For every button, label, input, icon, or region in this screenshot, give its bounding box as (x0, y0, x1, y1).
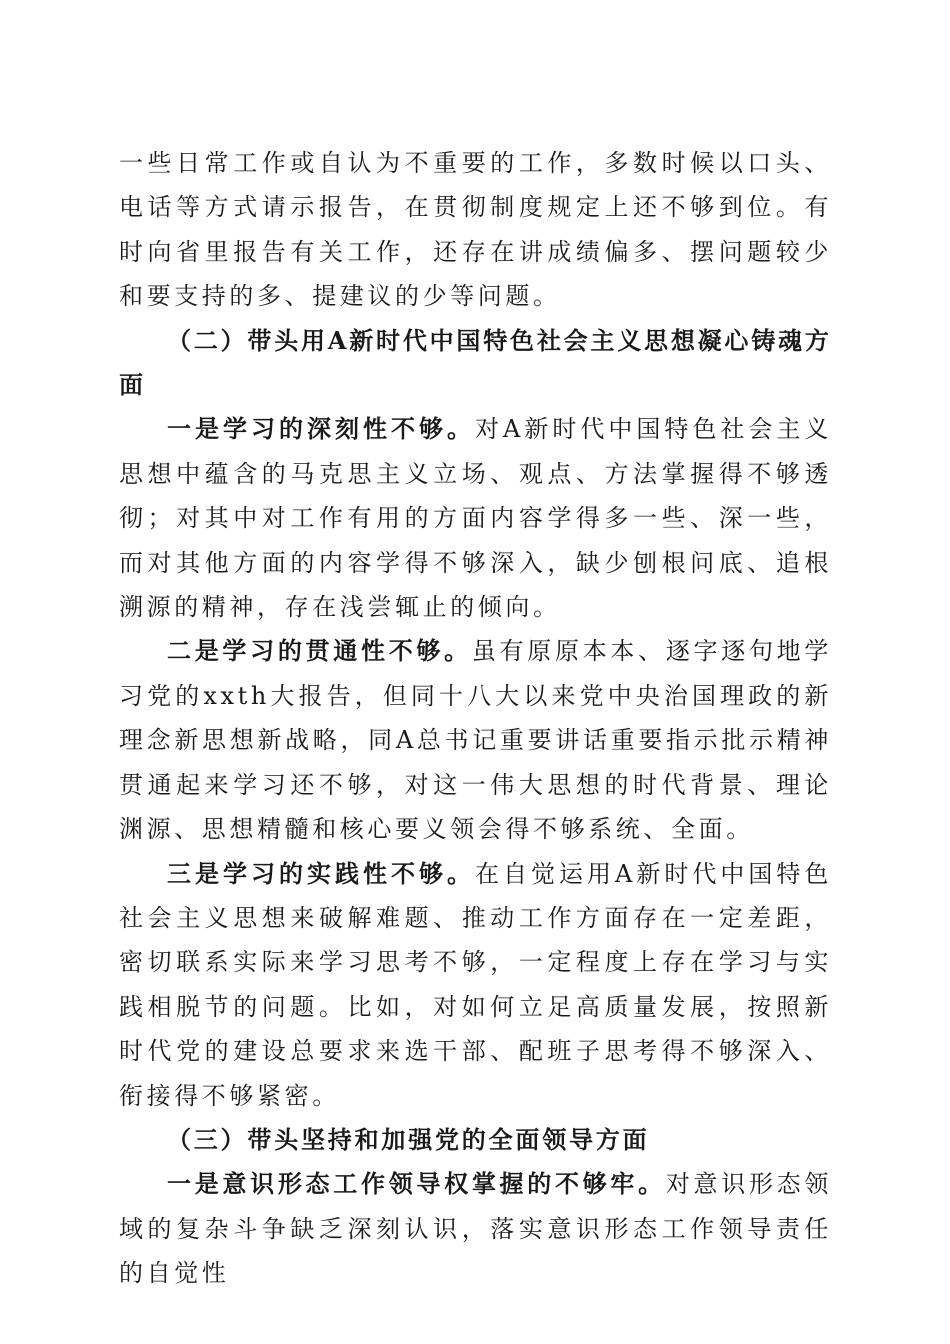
paragraph-study-coherence (119, 629, 832, 851)
paragraph-lead: 一是意识形态工作领导权掌握的不够牢。 (167, 1169, 666, 1199)
paragraph-study-depth (119, 407, 832, 629)
paragraph-text: 一些日常工作或自认为不重要的工作，多数时候以口头、电话等方式请示报告，在贯彻制度规定上还不够到位。有时向省里报告有关工作，还存在讲成绩偏多、摆问题较少和要支持的多、提建议的少等问题。 (119, 149, 832, 311)
paragraph-text: 在自觉运用A新时代中国特色社会主义思想来破解难题、推动工作方面存在一定差距，密切联系实际来学习思考不够，一定程度上存在学习与实践相脱节的问题。比如，对如何立足高质量发展，按照新时代党的建设总要求来选干部、配班子思考得不够深入、衔接得不够紧密。 (119, 859, 832, 1110)
paragraph-study-practice (119, 852, 832, 1118)
section-heading-2: （二）带头用A新时代中国特色社会主义思想凝心铸魂方面 (119, 325, 832, 400)
paragraph-lead: 一是学习的深刻性不够。 (167, 414, 476, 444)
paragraph-text: 对A新时代中国特色社会主义思想中蕴含的马克思主义立场、观点、方法掌握得不够透彻；对其中对工作有用的方面内容学得多一些、深一些，而对其他方面的内容学得不够深入，缺少刨根问底、追根溯源的精神，存在浅尝辄止的倾向。 (119, 415, 832, 622)
document-page (119, 141, 832, 1296)
paragraph-text: 对意识形态领域的复杂斗争缺乏深刻认识，落实意识形态工作领导责任的自觉性 (119, 1170, 832, 1288)
paragraph-continuation (119, 141, 832, 319)
paragraph-lead: 二是学习的贯通性不够。 (167, 636, 472, 666)
paragraph-lead: 三是学习的实践性不够。 (167, 858, 476, 888)
paragraph-text: 虽有原原本本、逐字逐句地学习党的xxth大报告，但同十八大以来党中央治国理政的新理念新思想新战略，同A总书记重要讲话重要指示批示精神贯通起来学习还不够，对这一伟大思想的时代背景、理论渊源、思想精髓和核心要义领会得不够系统、全面。 (119, 637, 832, 844)
section-heading-3: （三）带头坚持和加强党的全面领导方面 (167, 1124, 650, 1154)
paragraph-ideology-leadership (119, 1162, 832, 1295)
